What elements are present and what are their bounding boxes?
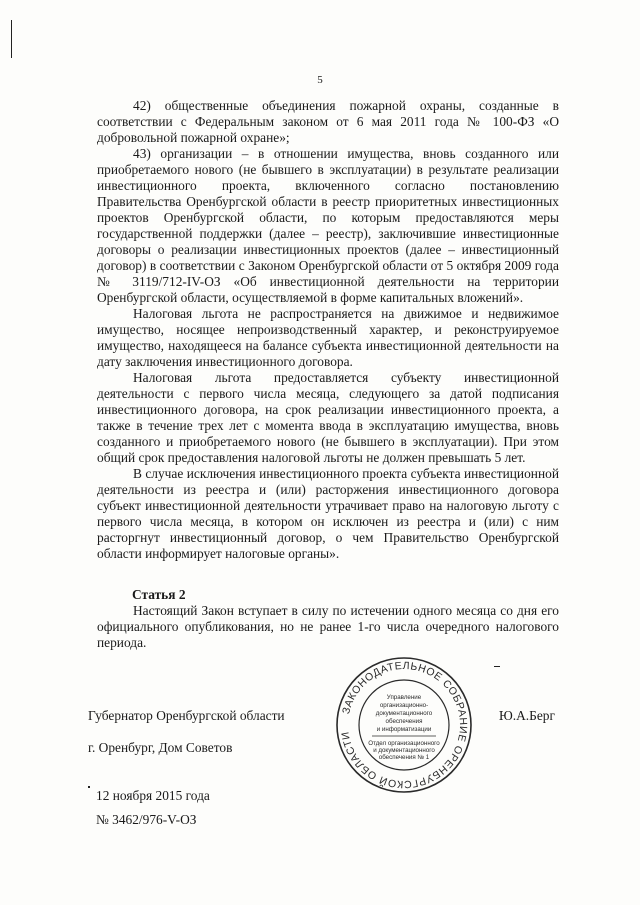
seal-inner-line: организационно-: [379, 702, 429, 709]
paragraph-benefit-term: Налоговая льгота предоставляется субъекту инвестиционной деятельности с первого числа месяца, следующего за датой подписания инвестиционного договора, на срок реализации инвестиционного проекта, а также в течение трех лет с момента ввода в эксплуатацию имущества, вновь созданного и приобретаемого нового (не бывшего в эксплуатации). При этом общий срок предоставления налоговой льготы не должен превышать 5 лет.: [97, 370, 559, 465]
page-number: 5: [317, 74, 323, 86]
paragraph-exclusion: Налоговая льгота не распространяется на движимое и недвижимое имущество, носящее непроизводственный характер, и реконструируемое имущество, находящееся на балансе субъекта инвестиционной деятельности на дату заключения инвестиционного договора.: [97, 306, 559, 369]
scan-mark-left: [11, 20, 12, 58]
body-text: [97, 98, 559, 562]
signature-place: г. Оренбург, Дом Советов: [88, 740, 233, 755]
seal-outer-ring: [337, 658, 471, 792]
scan-dash: [494, 666, 500, 667]
signature-name: Ю.А.Берг: [499, 708, 555, 723]
official-seal: [334, 655, 474, 795]
scan-dot: [88, 786, 90, 788]
paragraph-benefit-loss: В случае исключения инвестиционного проекта субъекта инвестиционной деятельности из реестра и (или) расторжения инвестиционного договора субъект инвестиционной деятельности утрачивает право на налоговую льготу с первого числа месяца, в котором он исключен из реестра и (или) с ним расторгнут инвестиционный договор, о чем Правительство Оренбургской области информирует налоговые органы».: [97, 466, 559, 561]
seal-bottom-line: обеспечения № 1: [378, 754, 430, 761]
seal-bottom-line: Отдел организационного: [368, 740, 440, 747]
seal-inner-line: Управление: [386, 694, 422, 701]
seal-inner-line: и информатизации: [376, 726, 432, 733]
seal-outer-text: ЗАКОНОДАТЕЛЬНОЕ СОБРАНИЕ ОРЕНБУРГСКОЙ ОБЛАСТИ: [339, 659, 470, 791]
article-title: Статья 2: [132, 587, 186, 602]
signature-position: Губернатор Оренбургской области: [88, 708, 285, 723]
seal-inner-line: обеспечения: [385, 718, 423, 725]
article-text: Настоящий Закон вступает в силу по истечении одного месяца со дня его официального опубликования, но не ранее 1-го числа очередного налогового периода.: [97, 603, 559, 650]
paragraph-item-43: 43) организации – в отношении имущества, вновь созданного или приобретаемого нового (не бывшего в эксплуатации) в результате реализации инвестиционного проекта, включенного согласно постановлению Правительства Оренбургской области в реестр приоритетных инвестиционных проектов Оренбургской области, по которым предоставляются меры государственной поддержки (далее – реестр), заключившие инвестиционные договоры о реализации инвестиционных проектов (далее – инвестиционный договор) в соответствии с Законом Оренбургской области от 5 октября 2009 года № 3119/712-IV-ОЗ «Об инвестиционной деятельности на территории Оренбургской области, осуществляемой в форме капитальных вложений».: [97, 146, 559, 305]
paragraph-item-42: 42) общественные объединения пожарной охраны, созданные в соответствии с Федеральным законом от 6 мая 2011 года № 100-ФЗ «О добровольной пожарной охране»;: [97, 98, 559, 145]
seal-inner-line: документационного: [375, 710, 433, 717]
signature-number: № 3462/976-V-ОЗ: [96, 812, 197, 827]
seal-bottom-line: и документационного: [373, 747, 435, 754]
signature-date: 12 ноября 2015 года: [96, 788, 210, 803]
seal-graphic: [334, 655, 474, 795]
